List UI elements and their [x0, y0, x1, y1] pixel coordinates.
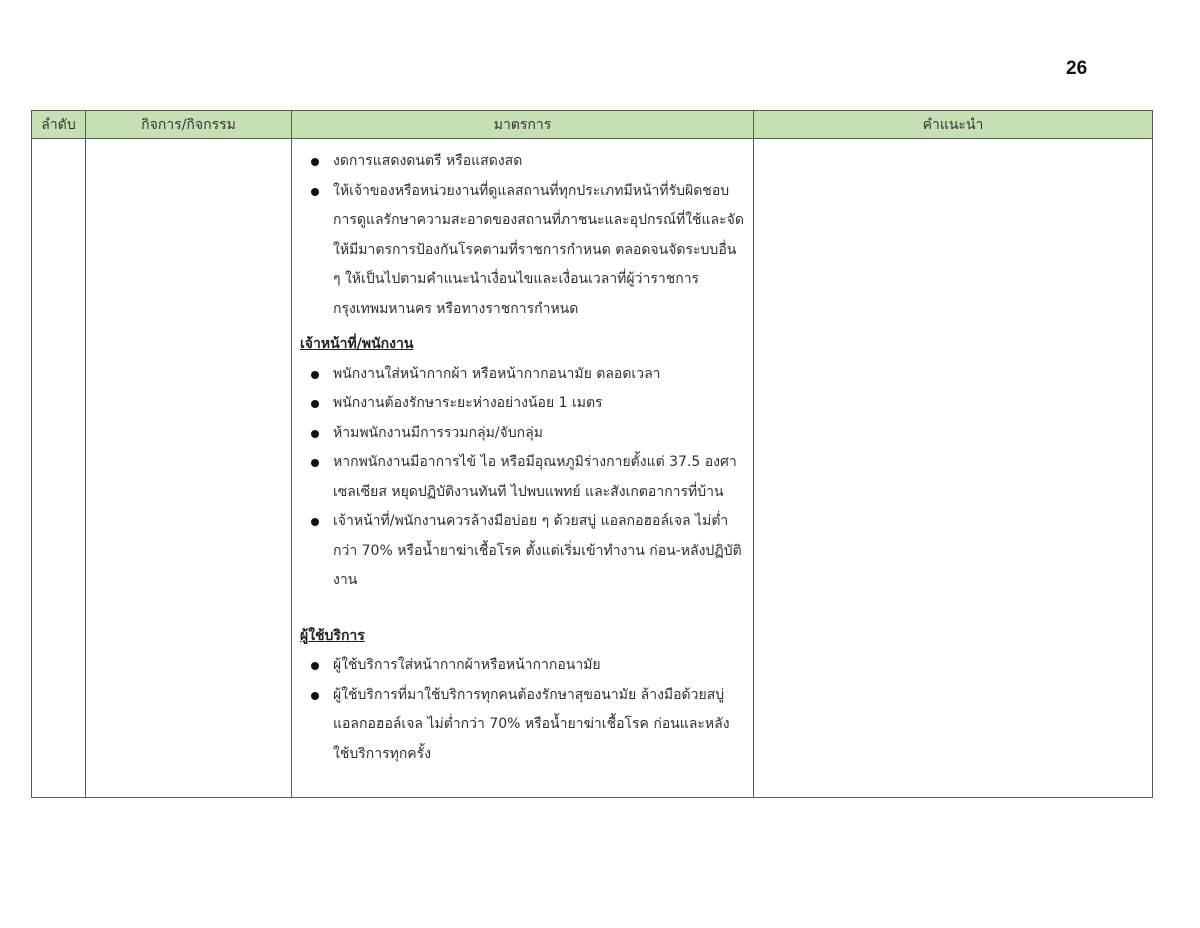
list-item: เจ้าหน้าที่/พนักงานควรล้างมือบ่อย ๆ ด้วยสบู่ แอลกอฮอล์เจล ไม่ต่ำกว่า 70% หรือน้ำยาฆ่าเชื้อโรค ตั้งแต่เริ่มเข้าทำงาน ก่อน-หลังปฏิบัติงาน: [300, 507, 745, 596]
cell-business-activity: [86, 139, 292, 798]
list-item: พนักงานต้องรักษาระยะห่างอย่างน้อย 1 เมตร: [300, 389, 745, 419]
list-item: ผู้ใช้บริการใส่หน้ากากผ้าหรือหน้ากากอนามัย: [300, 651, 745, 681]
staff-measures-list: [300, 360, 745, 596]
general-measures-list: [300, 147, 745, 324]
list-item: ให้เจ้าของหรือหน่วยงานที่ดูแลสถานที่ทุกประเภทมีหน้าที่รับผิดชอบการดูแลรักษาความสะอาดของสถานที่ภาชนะและอุปกรณ์ที่ใช้และจัดให้มีมาตรการป้องกันโรคตามที่ราชการกำหนด ตลอดจนจัดระบบอื่น ๆ ให้เป็นไปตามคำแนะนำเงื่อนไขและเงื่อนเวลาที่ผู้ว่าราชการกรุงเทพมหานคร หรือทางราชการกำหนด: [300, 177, 745, 325]
customer-measures-list: [300, 651, 745, 769]
measures-table: [31, 110, 1153, 798]
page-number: 26: [1066, 58, 1088, 79]
list-item: ห้ามพนักงานมีการรวมกลุ่ม/จับกลุ่ม: [300, 419, 745, 449]
table-row: [32, 139, 1153, 798]
measures-content: [292, 139, 753, 769]
customers-section-heading: ผู้ใช้บริการ: [300, 627, 365, 644]
spacer: [300, 596, 745, 616]
header-recommendations: คำแนะนำ: [754, 111, 1153, 139]
header-measures: มาตรการ: [292, 111, 754, 139]
cell-measures: [292, 139, 754, 798]
header-business-activity: กิจการ/กิจกรรม: [86, 111, 292, 139]
staff-section-heading: เจ้าหน้าที่/พนักงาน: [300, 336, 414, 352]
list-item: หากพนักงานมีอาการไข้ ไอ หรือมีอุณหภูมิร่างกายตั้งแต่ 37.5 องศาเซลเซียส หยุดปฏิบัติงานทันที ไปพบแพทย์ และสังเกตอาการที่บ้าน: [300, 448, 745, 507]
list-item: ผู้ใช้บริการที่มาใช้บริการทุกคนต้องรักษาสุขอนามัย ล้างมือด้วยสบู่ แอลกอฮอล์เจล ไม่ต่ำกว่า 70% หรือน้ำยาฆ่าเชื้อโรค ก่อนและหลังใช้บริการทุกครั้ง: [300, 681, 745, 770]
cell-recommendations: [754, 139, 1153, 798]
list-item: งดการแสดงดนตรี หรือแสดงสด: [300, 147, 745, 177]
cell-order: [32, 139, 86, 798]
header-order: ลำดับ: [32, 111, 86, 139]
table-header-row: [32, 111, 1153, 139]
list-item: พนักงานใส่หน้ากากผ้า หรือหน้ากากอนามัย ตลอดเวลา: [300, 360, 745, 390]
